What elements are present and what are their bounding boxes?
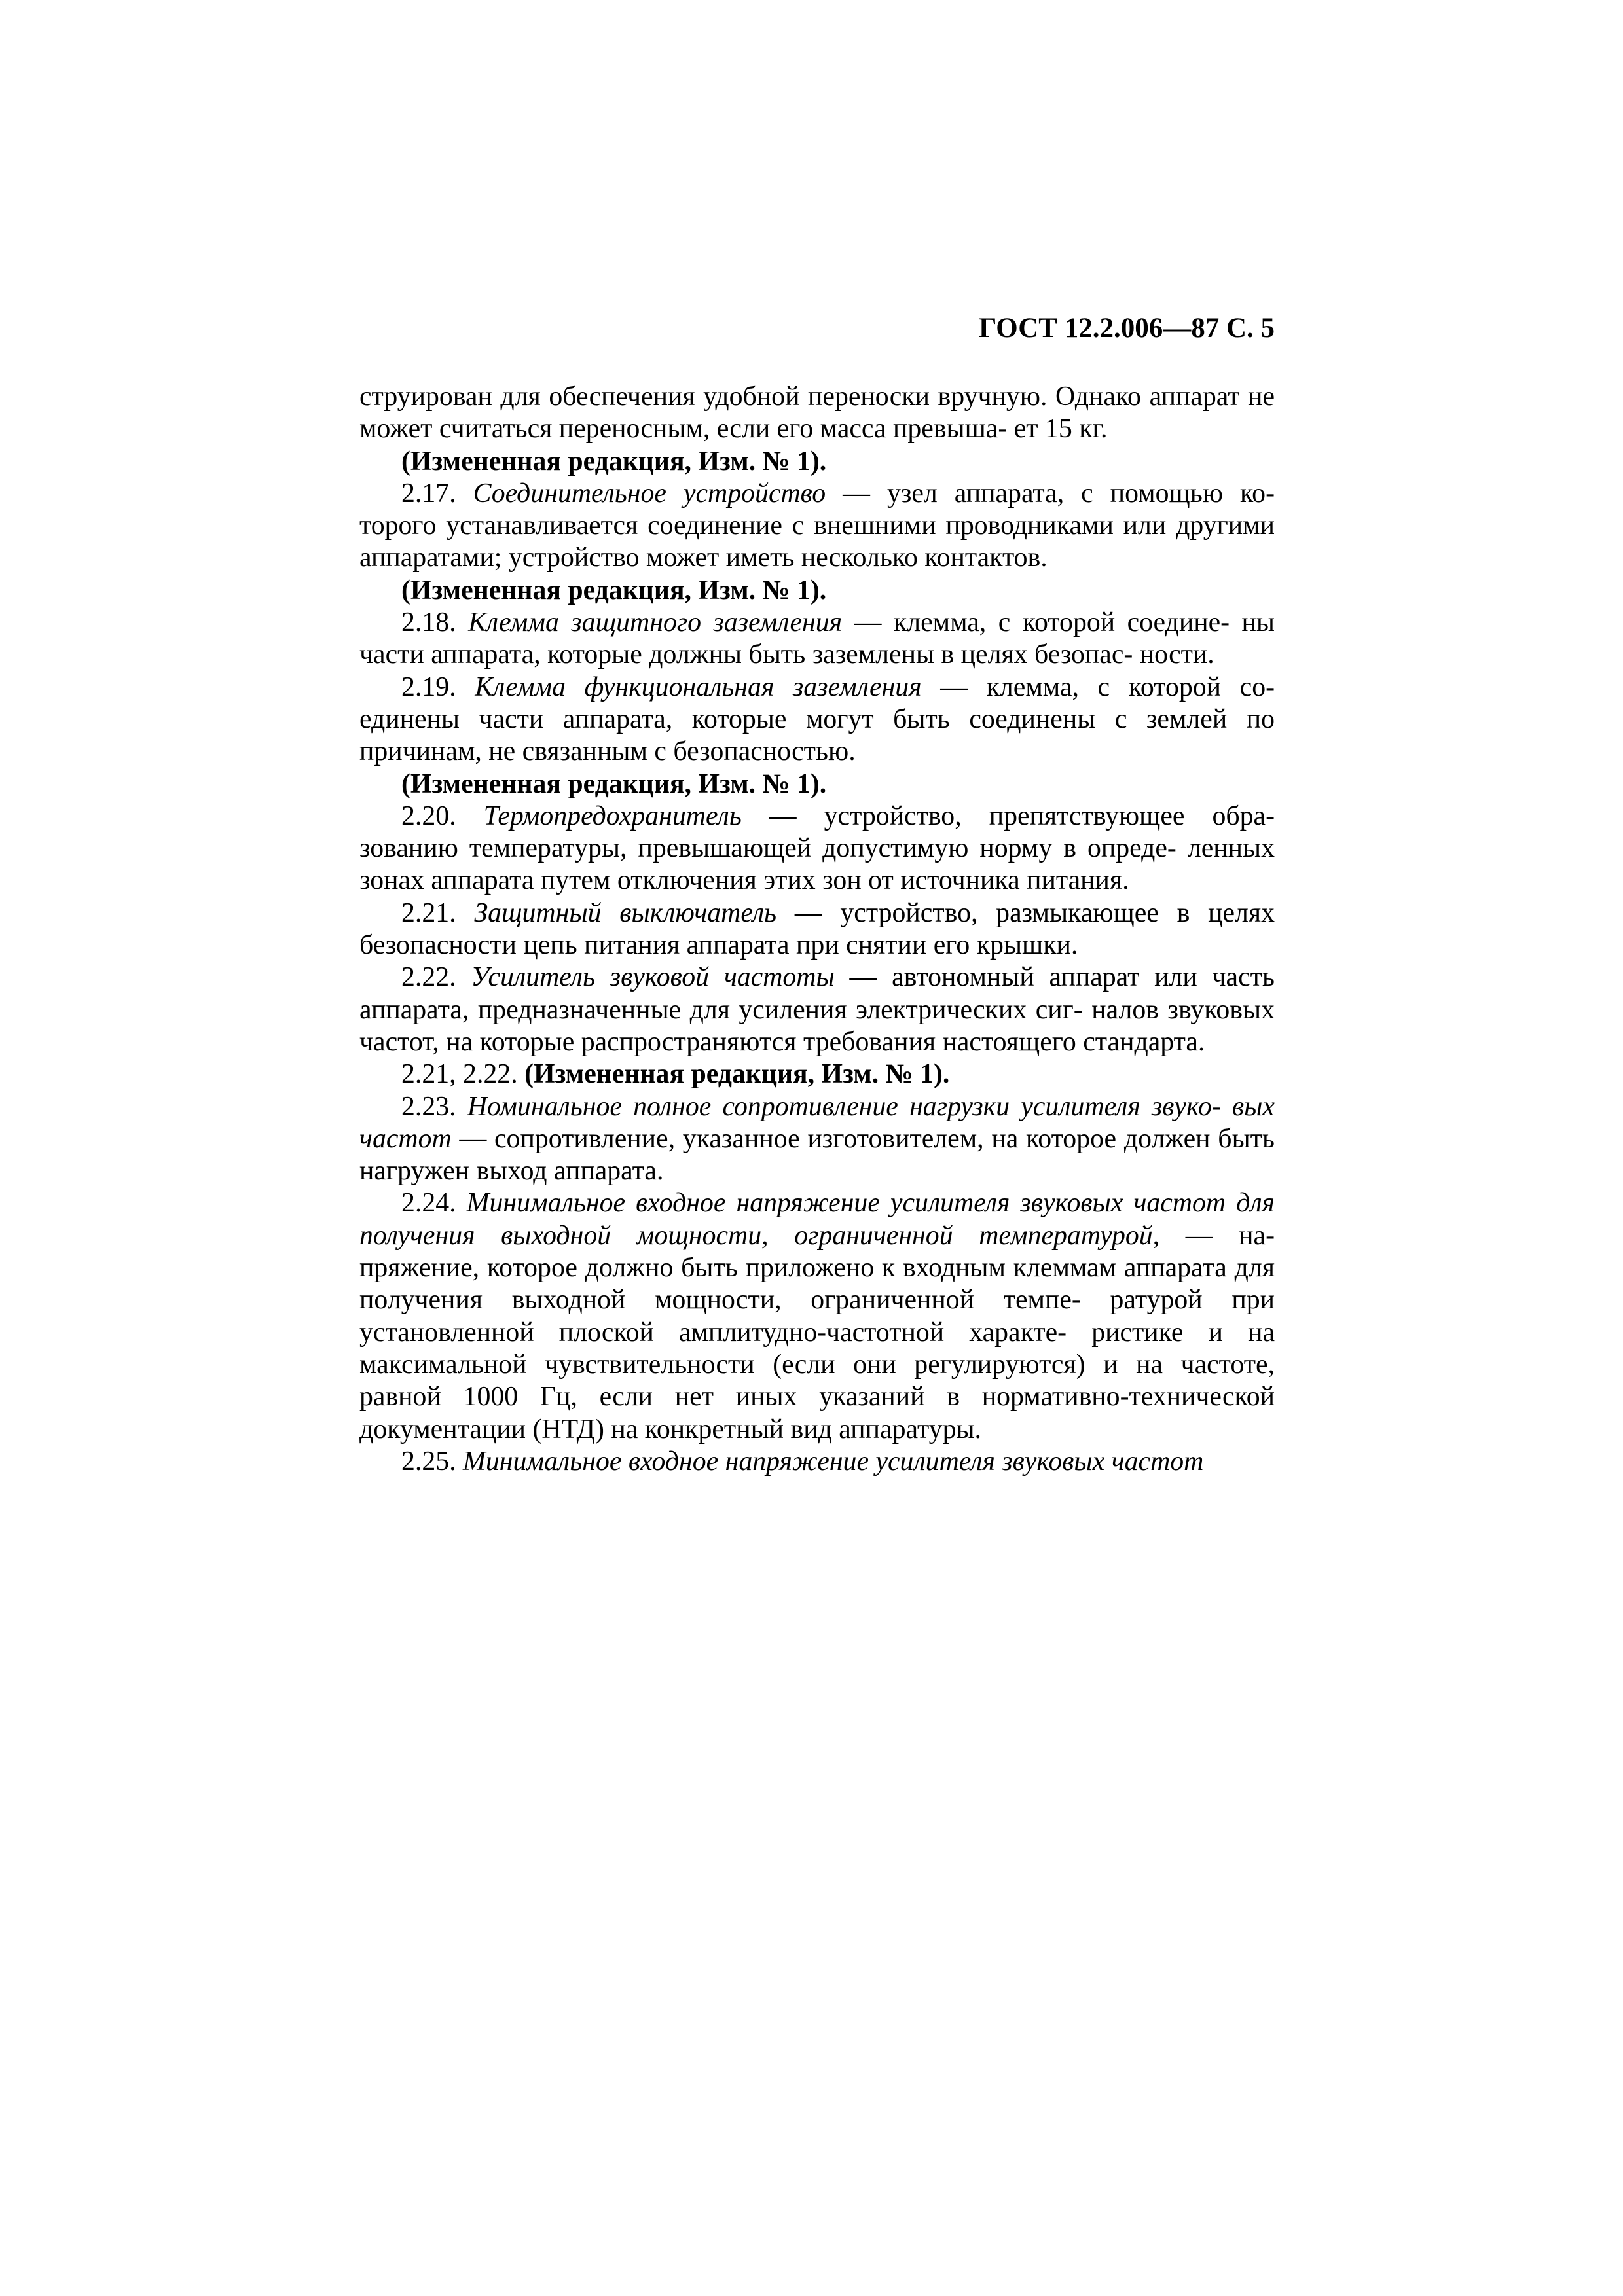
clause-2-17 — [359, 478, 1275, 575]
clause-number: 2.21. — [401, 897, 456, 928]
page-header: ГОСТ 12.2.006—87 С. 5 — [978, 313, 1275, 344]
text-line: другими аппаратами; устройство может иметь несколько контактов. — [359, 511, 1275, 573]
text-line: ны части аппарата, которые должны быть заземлены в целях безопас- — [359, 607, 1275, 670]
clause-term: Минимальное входное напряжение усилителя звуковых частот — [466, 1188, 1226, 1219]
clause-term: Минимальное входное напряжение усилителя звуковых частот — [463, 1446, 1204, 1477]
text-line: ристике и на максимальной чувствительности (если они — [359, 1317, 1275, 1380]
amendment-note-2-21-2-22 — [359, 1058, 1275, 1090]
clause-term: Термопредохранитель — [483, 800, 742, 831]
clause-term: Соединительное устройство — [473, 478, 826, 509]
clause-2-25 — [359, 1446, 1275, 1478]
text-line: регулируются) и на частоте, равной 1000 Гц, если нет иных указаний — [359, 1349, 1275, 1412]
text-line: целях безопасности цепь питания аппарата при снятии его крышки. — [359, 897, 1275, 961]
text-line: — сопротивление, указанное изготовителем, на которое — [451, 1123, 1117, 1154]
clause-number: 2.22. — [401, 962, 456, 993]
text-line: зованию температуры, превышающей допустимую норму в опреде- — [359, 833, 1176, 864]
text-line: питания. — [1027, 865, 1129, 896]
clause-2-21 — [359, 897, 1275, 962]
clause-number: 2.20. — [401, 800, 456, 831]
clause-term: Усилитель звуковой частоты — [471, 962, 835, 993]
text-line: торого устанавливается соединение с внешними проводниками или — [359, 511, 1167, 541]
text-line: — узел аппарата, с помощью ко- — [826, 478, 1275, 509]
amendment-note: (Измененная редакция, Изм. № 1). — [401, 446, 827, 476]
text-line: струирован для обеспечения удобной переноски вручную. Однако — [359, 382, 1141, 412]
text-line: — устройство, препятствующее обра- — [741, 800, 1275, 831]
clause-term: Клемма защитного заземления — [468, 607, 843, 638]
text-line: налов звуковых частот, на которые распространяются требования — [359, 994, 1275, 1057]
text-line: — автономный аппарат или — [834, 962, 1197, 993]
paragraph-continued — [359, 381, 1275, 446]
clause-number: 2.18. — [401, 607, 456, 638]
amendment-note: (Измененная редакция, Изм. № 1). — [524, 1059, 950, 1090]
clause-range: 2.21, 2.22. — [401, 1059, 525, 1090]
text-line: ленных зонах аппарата путем отключения этих зон от источника — [359, 833, 1275, 896]
document-body — [359, 381, 1275, 1478]
clause-2-24 — [359, 1187, 1275, 1445]
clause-number: 2.23. — [401, 1091, 456, 1122]
text-line: в нормативно-технической документации (НТД) на конкретный вид — [359, 1382, 1275, 1444]
text-line: пряжение, которое должно быть приложено к входным клеммам — [359, 1253, 1117, 1283]
clause-term: Защитный выключатель — [474, 897, 777, 928]
text-line: — клемма, с которой соедине- — [842, 607, 1230, 638]
text-line: единены части аппарата, которые могут быть соединены с землей по — [359, 704, 1275, 734]
clause-2-23 — [359, 1091, 1275, 1188]
text-line: — на- — [1159, 1220, 1275, 1251]
text-line: — устройство, размыкающее в — [776, 897, 1190, 928]
clause-2-20 — [359, 800, 1275, 897]
text-line: настоящего стандарта. — [942, 1026, 1205, 1057]
text-line: аппарат не может считаться переносным, если его масса превыша- — [359, 382, 1275, 444]
text-line: часть аппарата, предназначенные для усиления электрических сиг- — [359, 962, 1275, 1025]
clause-2-18 — [359, 607, 1275, 672]
text-line: причинам, не связанным с безопасностью. — [359, 736, 856, 767]
text-line: ности. — [1139, 639, 1214, 670]
clause-2-19 — [359, 672, 1275, 768]
amendment-note: (Измененная редакция, Изм. № 1). — [401, 768, 827, 799]
amendment-note: (Измененная редакция, Изм. № 1). — [401, 575, 827, 605]
clause-term: Клемма функциональная заземления — [475, 672, 922, 702]
clause-term: вых частот — [359, 1091, 1275, 1154]
clause-term: Номинальное полное сопротивление нагрузки усилителя звуко- — [467, 1091, 1221, 1122]
text-line: ратурой при установленной плоской амплитудно-частотной характе- — [359, 1285, 1275, 1348]
text-line: аппаратуры. — [839, 1414, 981, 1444]
clause-number: 2.19. — [401, 672, 456, 702]
clause-number: 2.17. — [401, 478, 456, 509]
clause-term: для получения выходной мощности, ограниченной температурой, — [359, 1188, 1275, 1251]
clause-number: 2.25. — [401, 1446, 456, 1477]
text-line: должен быть нагружен выход аппарата. — [359, 1123, 1275, 1187]
text-line: — клемма, с которой со- — [921, 672, 1275, 702]
text-line: ет 15 кг. — [1013, 414, 1108, 444]
text-line: аппарата для получения выходной мощности, ограниченной темпе- — [359, 1253, 1275, 1316]
clause-2-22 — [359, 961, 1275, 1058]
clause-number: 2.24. — [401, 1188, 456, 1219]
